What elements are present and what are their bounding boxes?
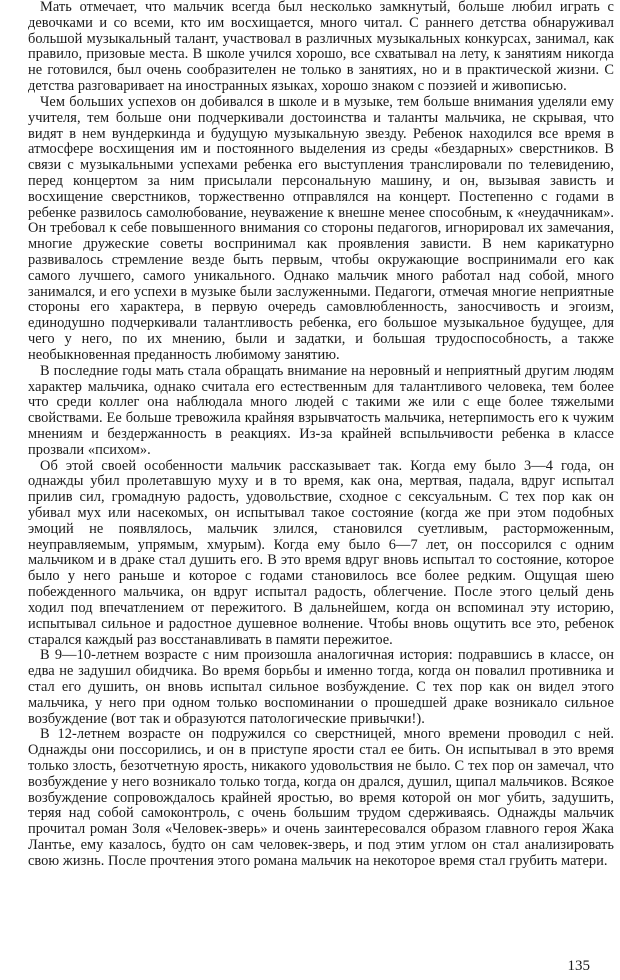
paragraph-age-12: В 12-летнем возрасте он подружился со сверстницей, много времени проводил с ней. Однажды они поссорились, и он в приступе ярости стал ее бить. Он испытывал в это время только злость, безотчетную ярость, никакого удовольствия не было. С тех пор он замечал, что возбуждение у него возникало только тогда, когда он дрался, душил, щипал мальчиков. Всякое возбуждение сопровождалось крайней яростью, во время которой он мог убить, задушить, теряя над собой самоконтроль, с очень большим трудом сдерживаясь. Однажды мальчик прочитал роман Золя «Человек-зверь» и очень заинтересовался образом главного героя Жака Лантье, ему казалось, будто он сам человек-зверь, и под этим углом он стал анализировать свою жизнь. После прочтения этого романа мальчик на некоторое время стал грубить матери. — [28, 726, 614, 869]
body-text — [28, 0, 614, 870]
paragraph-successes: Чем больших успехов он добивался в школе и в музыке, тем больше внимания уделяли ему учителя, тем больше они подчеркивали достоинства и таланты мальчика, не скрывая, что видят в нем вундеркинда и будущую музыкальную звезду. Ребенок находился все время в атмосфере восхищения им и постоянного выделения из среды «бездарных» сверстников. В связи с музыкальными успехами ребенка его выступления транслировали по телевидению, перед концертом за ним присылали персональную машину, и он, вызывая зависть и восхищение сверстников, торжественно отправлялся на концерт. Постепенно с годами в ребенке развилось самолюбование, неуважение к внешне менее способным, к «неудачникам». Он требовал к себе повышенного внимания со стороны педагогов, игнорировал их замечания, многие дружеские советы воспринимал как проявления зависти. В нем карикатурно развивалось стремление везде быть первым, чтобы окружающие воспринимали его как самого лучшего, самого уникального. Однако мальчик много работал над собой, много занимался, и его успехи в музыке были заслуженными. Педагоги, отмечая многие неприятные стороны его характера, в первую очередь самовлюбленность, заносчивость и эгоизм, единодушно подчеркивали талантливость ребенка, его большое музыкальное будущее, для чего у него, по их мнению, были и задатки, и большая трудоспособность, а также необыкновенная преданность любимому занятию. — [28, 93, 614, 363]
page-number: 135 — [567, 958, 590, 974]
paragraph-mother-notes: Мать отмечает, что мальчик всегда был несколько замкнутый, больше любил играть с девочками и со всеми, кто им восхищается, много читал. С раннего детства обнаруживал большой музыкальный талант, участвовал в различных музыкальных конкурсах, занимал, как правило, призовые места. В школе учился хорошо, все схватывал на лету, к занятиям никогда не готовился, был очень сообразителен не только в занятиях, но и в практической жизни. С детства разговаривает на иностранных языках, хорошо знаком с поэзией и живописью. — [28, 0, 614, 95]
paragraph-age-9-10: В 9—10-летнем возрасте с ним произошла аналогичная история: подравшись в классе, он едва не задушил обидчика. Во время борьбы и именно тогда, когда он повалил противника и стал его душить, он вновь испытал сильное возбуждение. С тех пор как он видел этого мальчика, у него при одном только воспоминании о прошедшей драке возникало сильное возбуждение (вот так и образуются патологические привычки!). — [28, 647, 614, 727]
paragraph-recent-years: В последние годы мать стала обращать внимание на неровный и неприятный другим людям характер мальчика, однако считала его естественным для талантливого человека, тем более что среди коллег она наблюдала много людей с такими же или с еще более тяжелыми свойствами. Ее больше тревожила крайняя взрывчатость мальчика, нетерпимость его к чужим мнениям и бездержанность в реакциях. Из-за крайней вспыльчивости ребенка в классе прозвали «психом». — [28, 362, 614, 458]
paragraph-peculiarity: Об этой своей особенности мальчик рассказывает так. Когда ему было 3—4 года, он однажды убил пролетавшую муху и в то время, как она, мертвая, падала, вдруг испытал прилив сил, громадную радость, удовольствие, сходное с сексуальным. С тех пор как он убивал мух или насекомых, он испытывал такое состояние (когда же при этом подобных эмоций не появлялось, мальчик злился, становился суетливым, расторможенным, неуправляемым, упрямым, хмурым). Когда ему было 6—7 лет, он поссорился с одним мальчиком и в драке стал душить его. В это время вдруг вновь испытал то состояние, которое было у него раньше и которое с годами становилось все более редким. Ощущая шею побежденного мальчика, он вдруг испытал радость, облегчение. После этого целый день ходил под впечатлением от пережитого. В дальнейшем, когда он вспоминал эту историю, испытывал сильное и радостное душевное волнение. Чтобы вновь ощутить все это, ребенок старался каждый раз восстанавливать в памяти пережитое. — [28, 457, 614, 648]
